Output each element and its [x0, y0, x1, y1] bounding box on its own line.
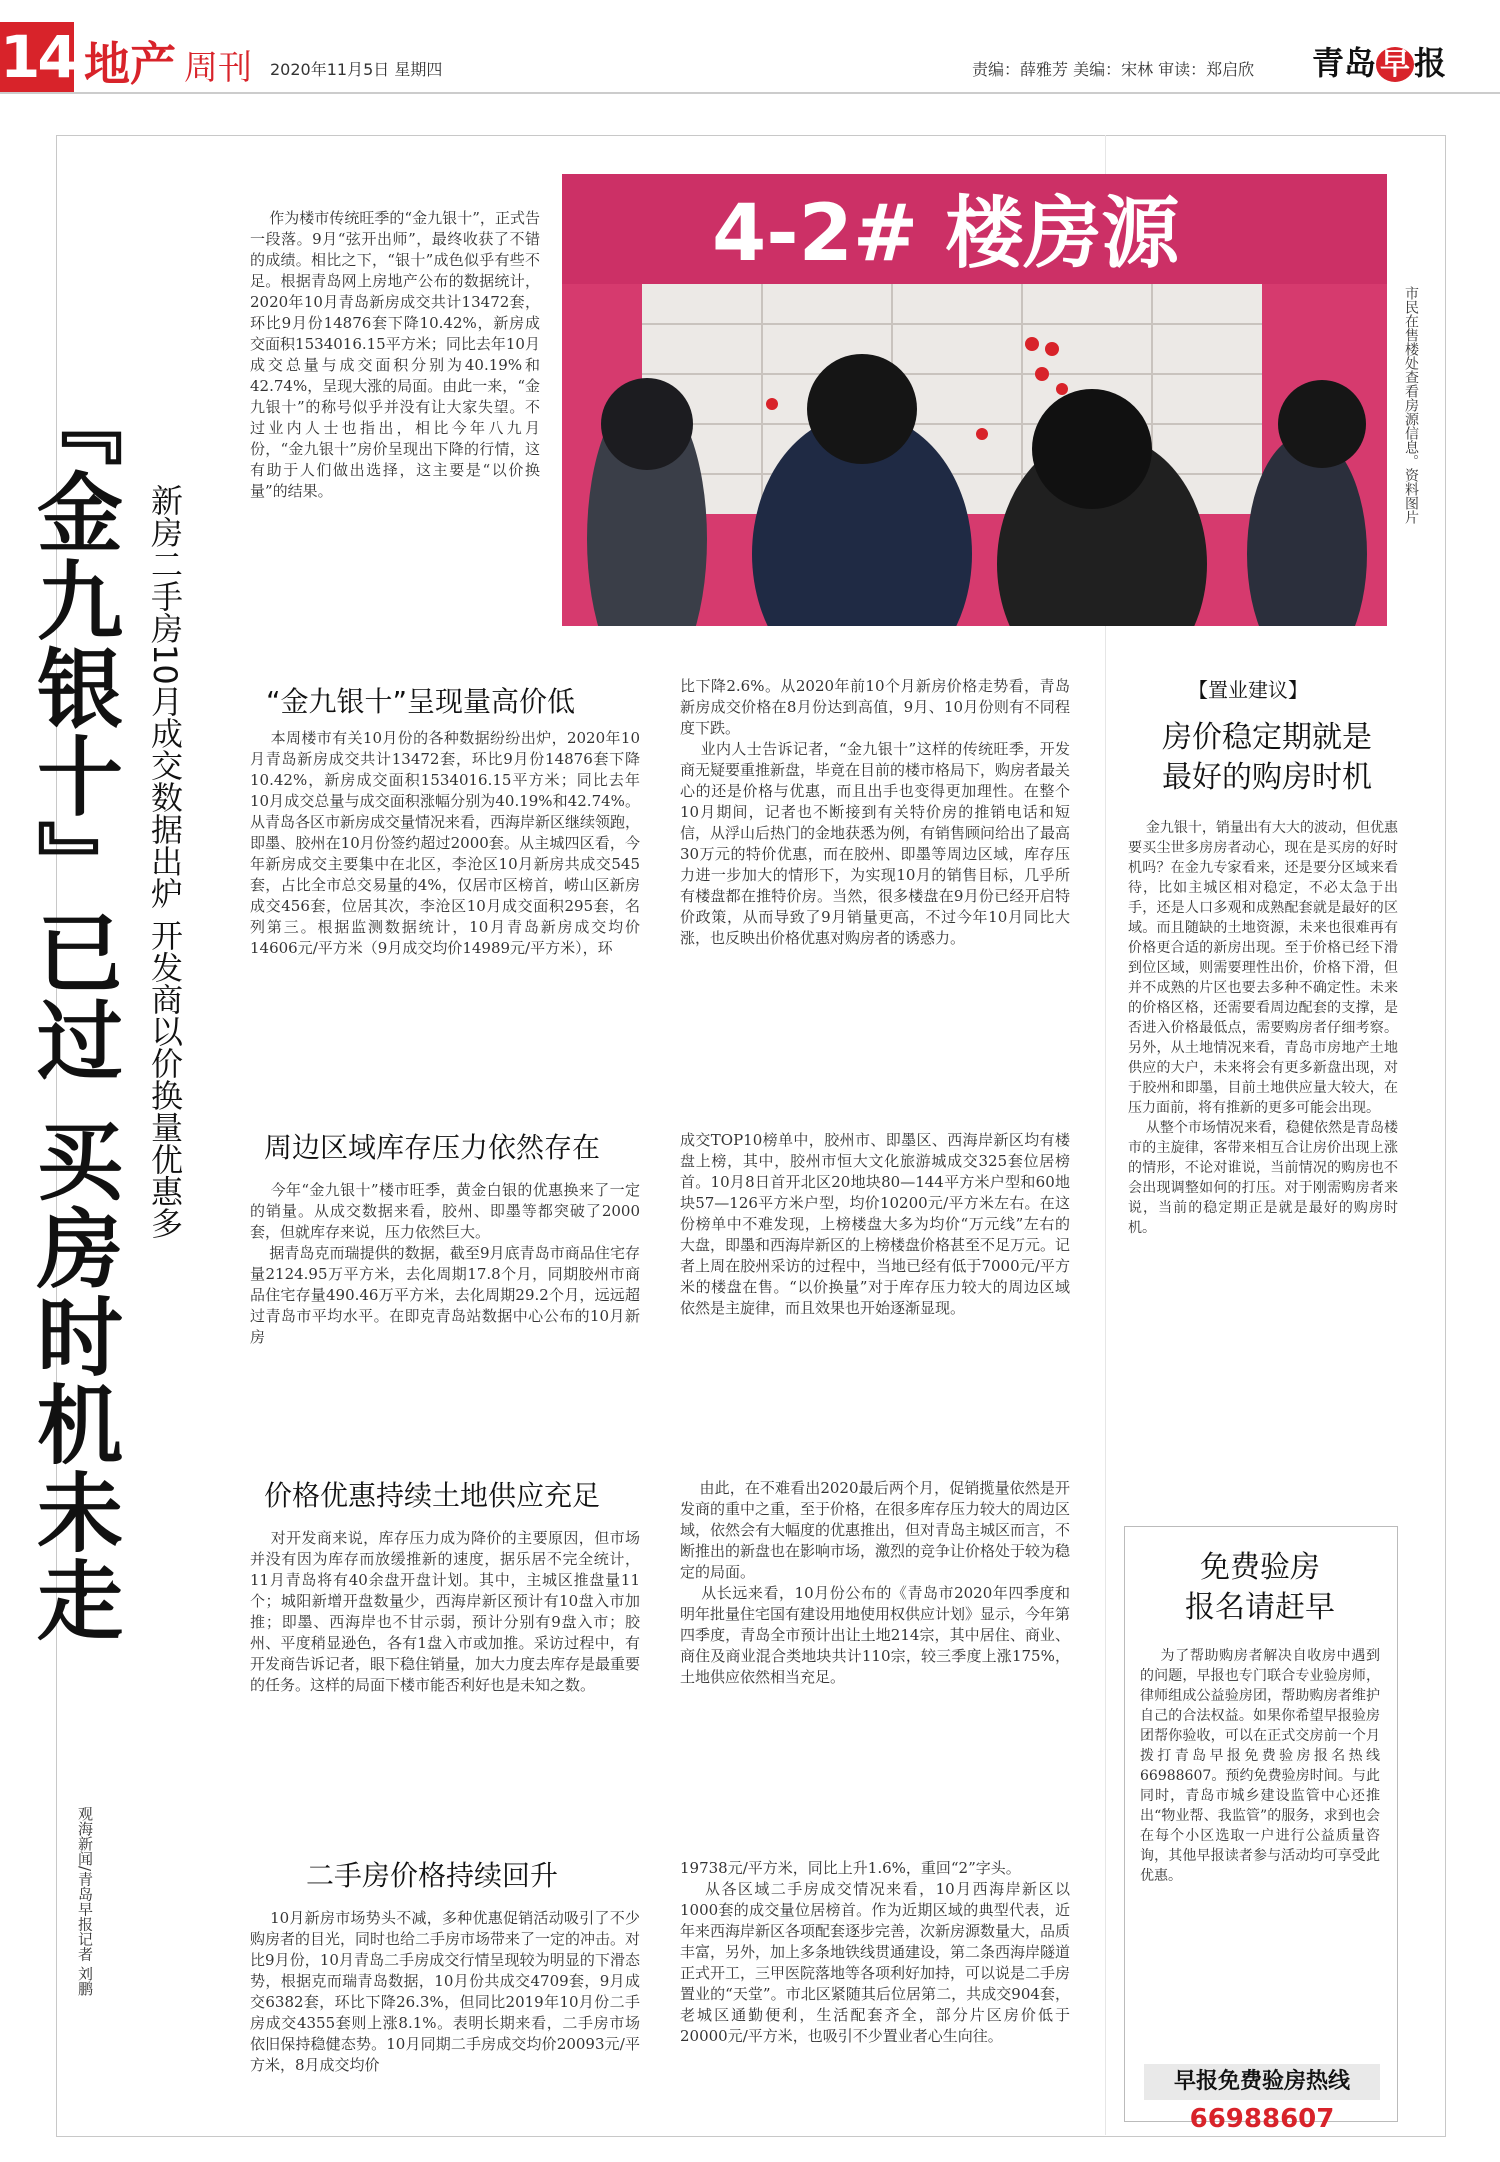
hotline-number[interactable]: 66988607: [1189, 2104, 1335, 2134]
section-heading-land: 价格优惠持续土地供应充足: [264, 1479, 601, 1512]
section-4-col-1: 10月新房市场势头不减，多种优惠促销活动吸引了不少购房者的目光，同时也给二手房市场带来了一定的冲击。对比9月份，10月青岛二手房成交行情呈现较为明显的下滑态势，根据克而瑞青岛数据，10月份共成交4709套，9月成交6382套，环比下降26.3%，但同比2019年10月份二手房成交4355套则上涨8.1%。表明长期来看，二手房市场依旧保持稳健态势。10月同期二手房成交均价20093元/平方米，8月成交均价: [250, 1909, 640, 2074]
section-subtitle: 周刊: [184, 48, 252, 88]
photo-sign-text: 4-2# 楼房源: [712, 189, 1180, 279]
section-2-col-1: 今年“金九银十”楼市旺季，黄金白银的优惠换来了一定的销量。从成交数据来看，胶州、即墨等都突破了2000套，但就库存来说，压力依然巨大。 据青岛克而瑞提供的数据，截至9月底青岛市商品住宅存量2124.95万平方米，去化周期17.8个月，同期胶州市商品住宅存量490.46万平方米，去化周期29.2个月，远远超过青岛市平均水平。在即克青岛站数据中心公布的10月新房: [250, 1181, 640, 1346]
photo-illustration: [562, 174, 1387, 626]
section-title: 地产: [84, 37, 176, 91]
section-4-col-2: 19738元/平方米，同比上升1.6%，重回“2”字头。 从各区域二手房成交情况来看，10月西海岸新区以1000套的成交量位居榜首。作为近期区域的典型代表，近年来西海岸新区各项配套逐步完善，次新房源数量大，品质丰富，另外，加上多条地铁线贯通建设，第二条西海岸隧道正式开工，三甲医院落地等各项利好加持，可以说是二手房置业的“天堂”。市北区紧随其后位居第二，共成交904套，老城区通勤便利，生活配套齐全，部分片区房价低于20000元/平方米，也吸引不少置业者心生向往。: [680, 1859, 1070, 2045]
section-1-col-2: 比下降2.6%。从2020年前10个月新房价格走势看，青岛新房成交价格在8月份达到高值，9月、10月份则有不同程度下跌。 业内人士告诉记者，“金九银十”这样的传统旺季，开发商无疑要重推新盘，毕竟在目前的楼市格局下，购房者最关心的还是价格与优惠，而且出手也变得更加理性。在整个10月期间，记者也不断接到有关特价房的推销电话和短信，从浮山后热门的金地获悉为例，有销售顾问给出了最高30万元的特价优惠，而在胶州、即墨等周边区域，库存压力进一步加大的情形下，为实现10月的销售目标，几乎所有楼盘都在推特价房。当然，很多楼盘在9月份已经开启特价政策，从而导致了9月销量更高，不过今年10月同比大涨，也反映出价格优惠对购房者的诱惑力。: [680, 677, 1070, 947]
section-3-col-1: 对开发商来说，库存压力成为降价的主要原因，但市场并没有因为库存而放缓推新的速度，据乐居不完全统计，11月青岛将有40余盘开盘计划。其中，主城区推盘量11个；城阳新增开盘数量少，西海岸新区预计有10盘入市加推；即墨、西海岸也不甘示弱，预计分别有9盘入市；胶州、平度稍显逊色，各有1盘入市或加推。采访过程中，有开发商告诉记者，眼下稳住销量，加大力度去库存是最重要的任务。这样的局面下楼市能否利好也是未知之数。: [250, 1529, 640, 1694]
inspection-title: 免费验房 报名请赶早: [1185, 1550, 1335, 1625]
editor-credits: 责编：薛雅芳 美编：宋林 审读：郑启欣: [972, 60, 1255, 79]
logo-tail: 报: [1414, 44, 1447, 82]
section-2-col-2: 成交TOP10榜单中，胶州市、即墨区、西海岸新区均有楼盘上榜，其中，胶州市恒大文化旅游城成交325套位居榜首。10月8日首开北区20地块80—144平方米户型和60地块57—126平方米户型，均价10200元/平方米左右。在这份榜单中不难发现，上榜楼盘大多为均价“万元线”左右的大盘，即墨和西海岸新区的上榜楼盘价格甚至不足万元。记者上周在胶州采访的过程中，当地已经有低于7000元/平方米的楼盘在售。“以价换量”对于库存压力较大的周边区域依然是主旋律，而且效果也开始逐渐显现。: [680, 1131, 1070, 1317]
sub-headline: 新房二手房10月成交数据出炉 开发商以价换量优惠多: [146, 484, 184, 1239]
inspection-body: 为了帮助购房者解决自收房中遇到的问题，早报也专门联合专业验房师，律师组成公益验房团，帮助购房者维护自己的合法权益。如果你希望早报验房团帮你验收，可以在正式交房前一个月拨打青岛早报免费验房报名热线66988607。预约免费验房时间。与此同时，青岛市城乡建设监管中心还推出“物业帮、我监管”的服务，求到也会在每个小区选取一户进行公益质量咨询，其他早报读者参与活动均可享受此优惠。: [1140, 1648, 1380, 1884]
newspaper-logo: [1312, 38, 1446, 84]
section-heading-resale: 二手房价格持续回升: [306, 1859, 559, 1892]
byline: 观海新闻/青岛早报记者 刘鹏: [76, 1806, 94, 1996]
page-number: 14: [0, 23, 75, 91]
intro-paragraph: 作为楼市传统旺季的“金九银十”，正式告一段落。9月“弦开出师”，最终收获了不错的成绩。相比之下，“银十”成色似乎有些不足。根据青岛网上房地产公布的数据统计，2020年10月青岛新房成交共计13472套，环比9月份14876套下降10.42%，新房成交面积1534016.15平方米；同比去年10月成交总量与成交面积分别为40.19%和42.74%，呈现大涨的局面。由此一来，“金九银十”的称号似乎并没有让大家失望。不过业内人士也指出，相比今年八九月份，“金九银十”房价呈现出下降的行情，这有助于人们做出选择，这主要是“以价换量”的结果。: [250, 209, 540, 500]
logo-mark: 早: [1376, 47, 1414, 82]
main-headline: 『金九银十』已过 买房时机未走: [22, 380, 122, 1644]
section-3-col-2: 由此，在不难看出2020最后两个月，促销揽量依然是开发商的重中之重，至于价格，在很多库存压力较大的周边区域，依然会有大幅度的优惠推出，但对青岛主城区而言，不断推出的新盘也在影响市场，激烈的竞争让价格处于较为稳定的局面。 从长远来看，10月份公布的《青岛市2020年四季度和明年批量住宅国有建设用地使用权供应计划》显示，今年第四季度，青岛全市预计出让土地214宗，其中居住、商业、商住及商业混合类地块共计110宗，较三季度上涨175%，土地供应依然相当充足。: [680, 1479, 1070, 1686]
section-1-col-1: 本周楼市有关10月份的各种数据纷纷出炉，2020年10月青岛新房成交共计13472套，环比9月份14876套下降10.42%，新房成交面积1534016.15平方米；同比去年10月成交总量与成交面积涨幅分别为40.19%和42.74%。从青岛各区市新房成交量情况来看，西海岸新区继续领跑，即墨、胶州在10月份签约超过2000套。从主城四区看，今年新房成交主要集中在北区，李沧区10月新房共成交545套，占比全市总交易量的4%，仅居市区榜首，崂山区新房成交456套，位居其次，李沧区10月成交面积295套，名列第三。根据监测数据统计，10月青岛新房成交均价14606元/平方米（9月成交均价14989元/平方米），环: [250, 729, 640, 957]
photo-caption: 市民在售楼处查看房源信息。资料图片: [1403, 286, 1419, 524]
logo-main: 青岛: [1312, 44, 1377, 82]
advice-tag: 【置业建议】: [1188, 678, 1308, 702]
section-heading-price: “金九银十”呈现量高价低: [266, 685, 576, 718]
advice-body: 金九银十，销量出有大大的波动，但优惠要买尘世多房房者动心，现在是买房的好时机吗？在金九专家看来，还是要分区域来看待，比如主城区相对稳定，不必太急于出手，还是人口多观和成熟配套就是最好的区域。而且随缺的土地资源，未来也很难再有价格更合适的新房出现。至于价格已经下滑到位区域，则需要理性出价，价格下滑，但并不成熟的片区也要去多种不确定性。未来的价格区格，还需要看周边配套的支撑，是否进入价格最低点，需要购房者仔细考察。另外，从土地情况来看，青岛市房地产土地供应的大户，未来将会有更多新盘出现，对于胶州和即墨，目前土地供应量大较大，在压力面前，将有推新的更多可能会出现。 从整个市场情况来看，稳健依然是青岛楼市的主旋律，客带来相互合让房价出现上涨的情形，不论对谁说，当前情况的购房也不会出现调整如何的打压。对于刚需购房者来说，当前的稳定期正是就是最好的购房时机。: [1128, 820, 1398, 1236]
issue-date: 2020年11月5日 星期四: [270, 60, 443, 79]
news-photo: [562, 174, 1387, 626]
section-heading-inventory: 周边区域库存压力依然存在: [264, 1131, 601, 1164]
header-rule: [0, 92, 1500, 94]
hotline-label: 早报免费验房热线: [1144, 2064, 1380, 2100]
advice-title: 房价稳定期就是 最好的购房时机: [1162, 720, 1372, 795]
